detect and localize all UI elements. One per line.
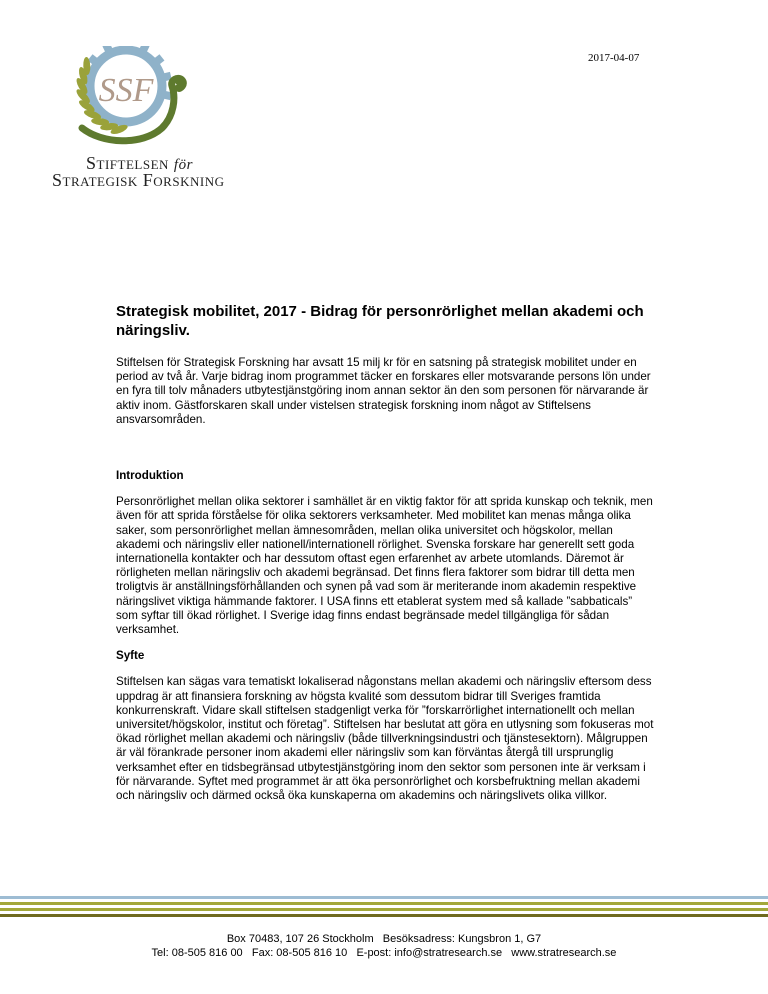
footer-stripe [0,902,768,905]
document-body [116,302,656,815]
footer-address-line [0,932,768,946]
snake-head [175,76,185,86]
section-heading-introduktion: Introduktion [116,469,184,483]
section-text-introduktion: Personrörlighet mellan olika sektorer i samhället är en viktig faktor för att sprida kunskap och teknik, men även för att sprida förståelse för olika sektorers verksamheter. Med mobilitet kan menas många olika saker, som personrörlighet mellan ämnesområden, mellan olika universitet och högskolor, mellan akademi och näringsliv eller nationell/internationell rörlighet. Svenska forskare har generellt sett goda internationella kontakter och har dessutom oftast egen erfarenhet av arbete utomlands. Däremot är rörligheten mellan näringsliv och akademi begränsad. Det finns flera faktorer som bidrar till detta men troligtvis är anställningsförhållanden och synen på vad som är meriterande inom akademin respektive näringslivet viktiga hämmande faktorer. I USA finns ett etablerat system med så kallade ”sabbaticals” som syftar till ökad rörlighet. I Sverige idag finns endast begränsade medel tillgängliga för sådan verksamhet. [116,495,653,637]
section-text-syfte: Stiftelsen kan sägas vara tematiskt lokaliserad någonstans mellan akademi och näringsliv eftersom dess uppdrag är att finansiera forskning av högsta kvalité som dessutom bidrar till Sveriges framtida konkurrenskraft. Vidare skall stiftelsen stadgenligt verka för ”forskarrörlighet internationellt och mellan universitet/högskolor, institut och företag”. Stiftelsen har beslutat att göra en utlysning som fokuseras mot ökad rörlighet mellan akademi och näringsliv (både tillverkningsindustri och tjänstesektorn). Målgruppen är väl förankrade personer inom akademi eller näringsliv som kan förväntas återgå till ursprunglig verksamhet efter en tidsbegränsad utbytestjänstgöring inom den sektor som personen inte är verksam i för närvarande. Syftet med programmet är att öka personrörlighet och korsbefruktning mellan akademi och näringsliv och därmed också öka kunskaperna om akademins och näringslivets olika villkor. [116,675,654,803]
footer-postal-address: Box 70483, 107 26 Stockholm [226,933,374,945]
footer-visiting-address: Besöksadress: Kungsbron 1, G7 [382,933,542,945]
document-date: 2017-04-07 [588,52,640,64]
footer-fax: Fax: 08-505 816 10 [251,947,348,959]
footer-email: E-post: info@stratresearch.se [356,947,503,959]
footer-contact-line [0,946,768,960]
footer-stripe [0,914,768,917]
page-footer [0,932,768,960]
ssf-monogram: SSF [98,72,154,109]
footer-stripe [0,896,768,899]
ssf-emblem-icon [52,46,232,156]
logo-wordmark-line1: Stiftelsen för [86,153,193,173]
gear-tooth [122,46,130,50]
lead-paragraph: Stiftelsen för Strategisk Forskning har avsatt 15 milj kr för en satsning på strategisk mobilitet under en period av två år. Varje bidrag inom programmet täcker en forskares eller motsvarande persons lön under en fyra till tolv månaders utbytestjänstgöring inom annan sektor än den som personen för närvarande är aktiv inom. Gästforskaren skall under vistelsen strategisk forskning inom något av Stiftelsens ansvarsområden. [116,356,651,426]
section-heading-syfte: Syfte [116,649,145,663]
footer-stripe [0,908,768,911]
footer-phone: Tel: 08-505 816 00 [151,947,243,959]
footer-stripes [0,896,768,920]
document-title: Strategisk mobilitet, 2017 - Bidrag för personrörlighet mellan akademi och näringsliv. [116,303,644,339]
footer-website: www.stratresearch.se [511,947,617,959]
ssf-logo [52,46,232,191]
logo-wordmark-line2: Strategisk Forskning [52,170,225,190]
